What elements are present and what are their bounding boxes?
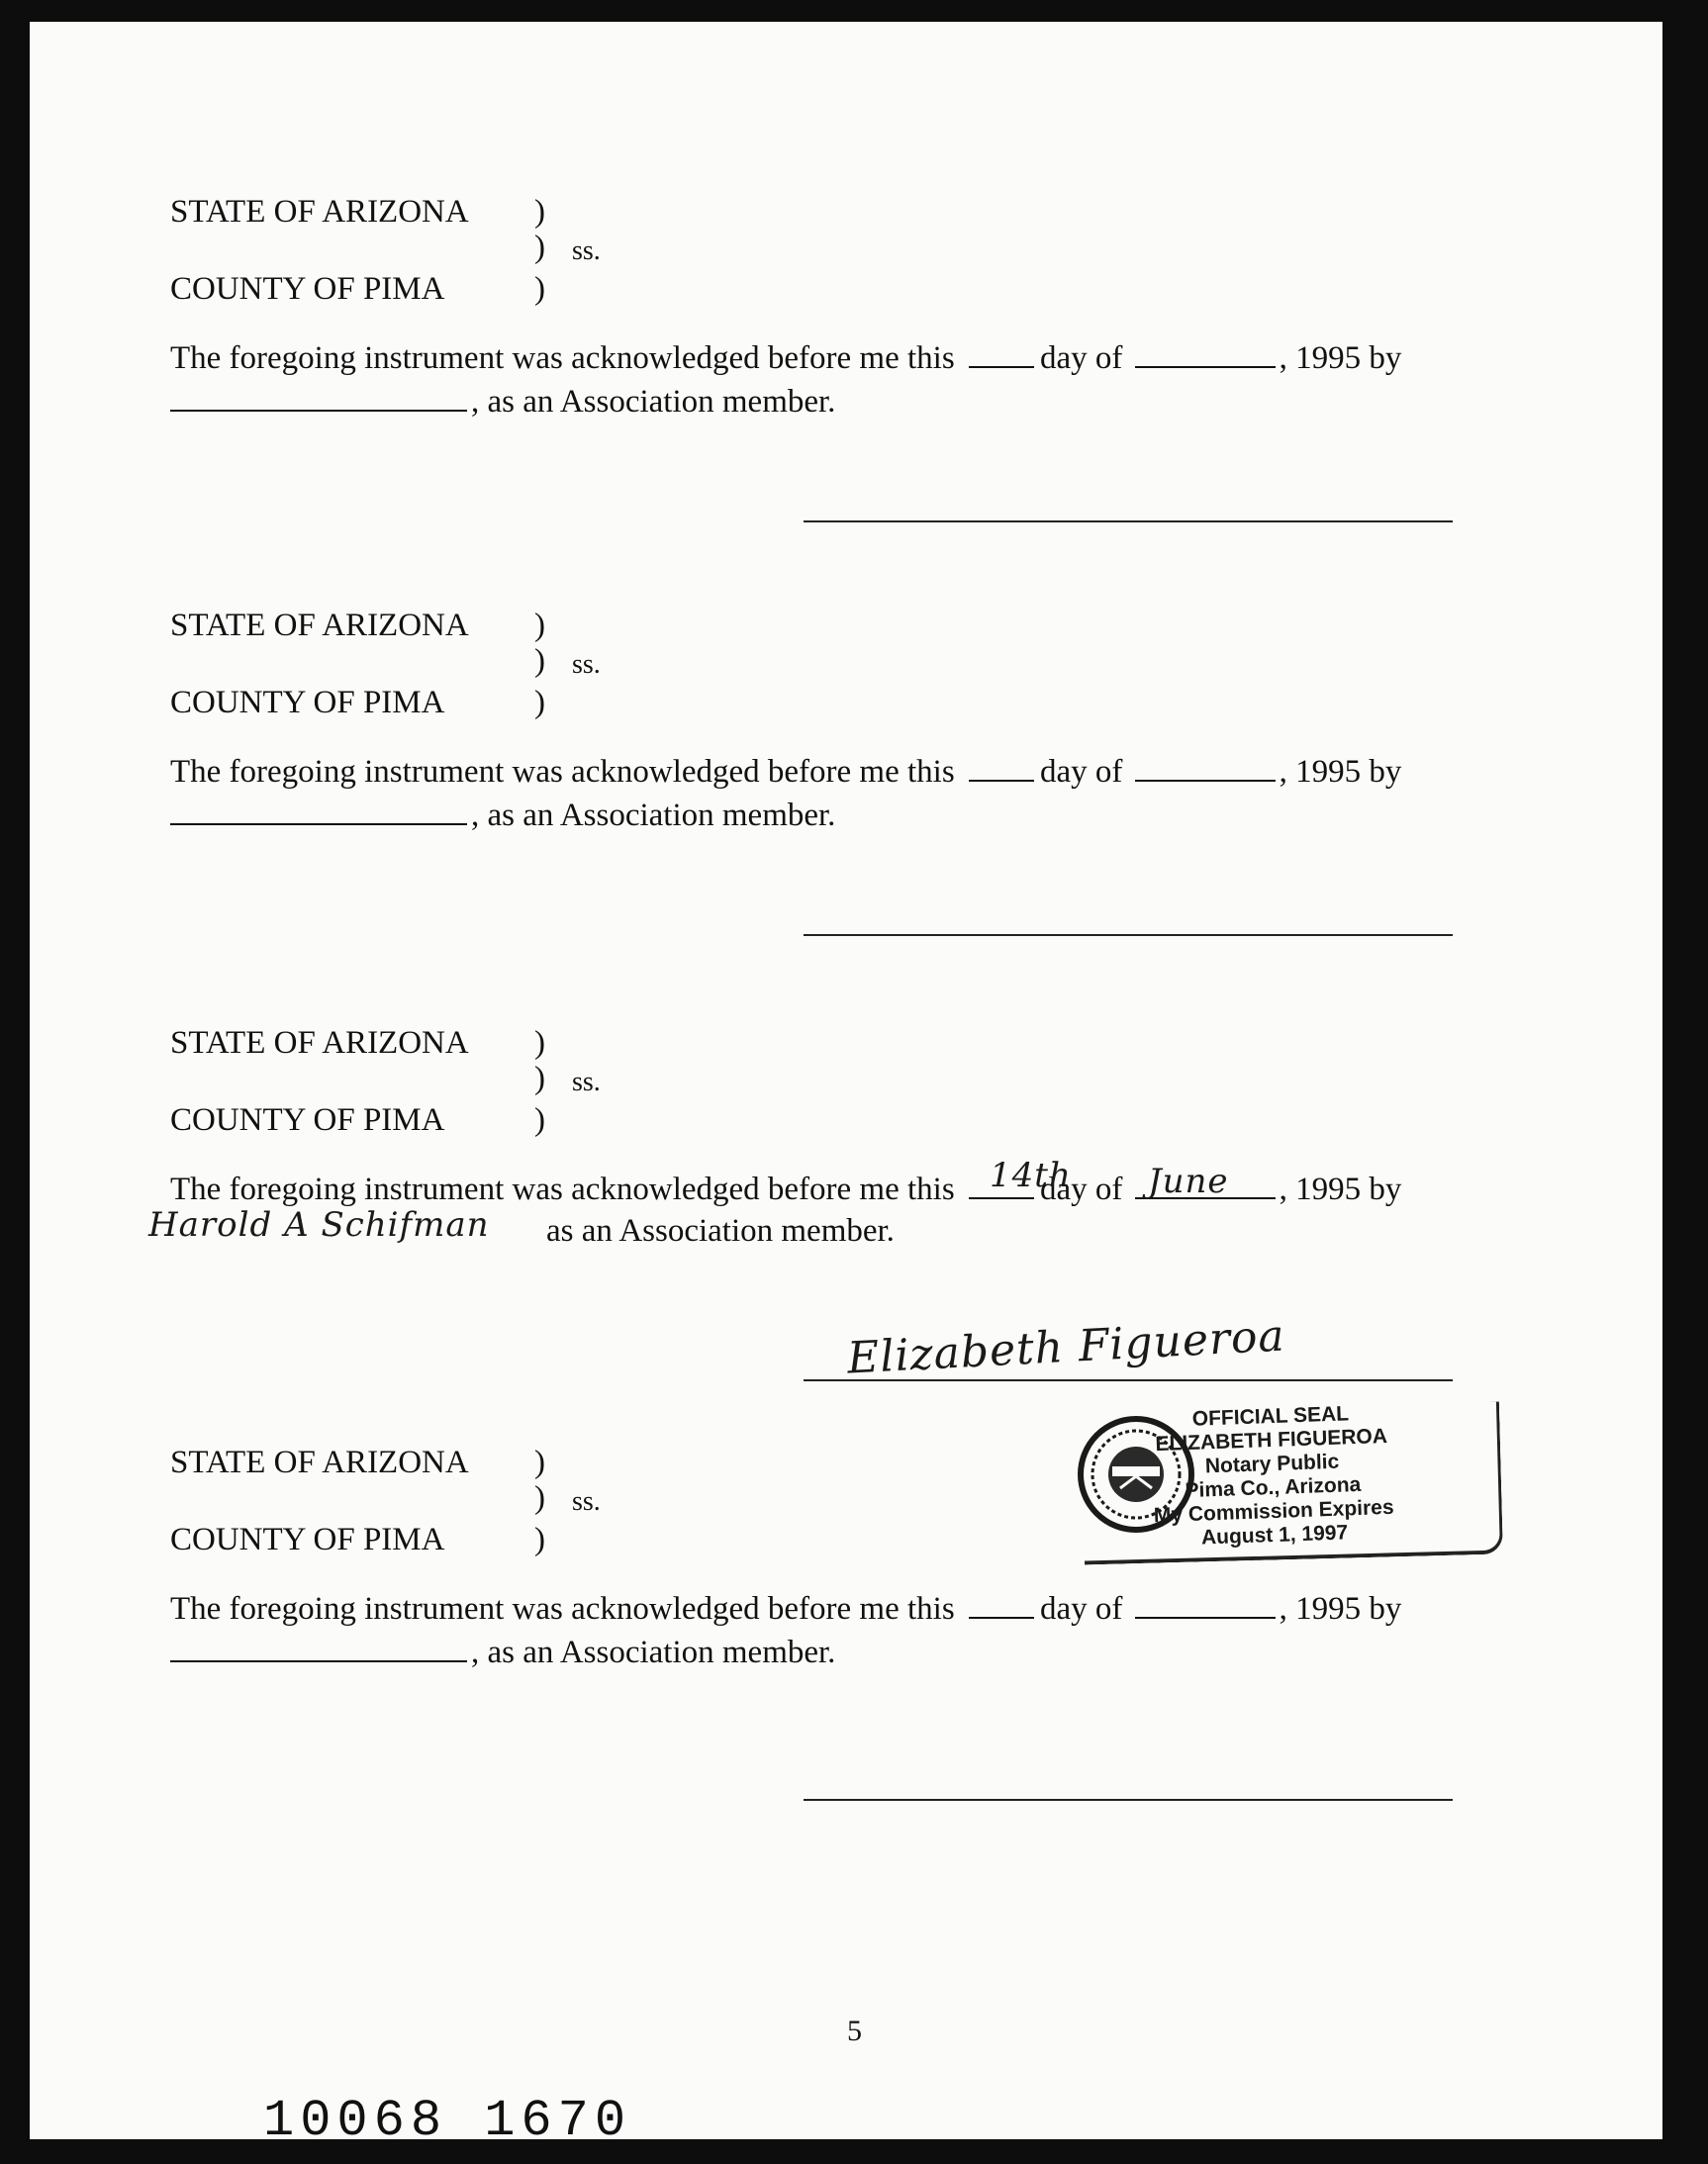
jurat-block-3 <box>148 1025 1496 1441</box>
bracket: ) <box>534 1025 545 1061</box>
county-label: COUNTY OF PIMA <box>170 685 445 720</box>
seal-line: My Commission Expires <box>1153 1495 1394 1528</box>
acknowledgment-line-2 <box>170 382 835 421</box>
acknowledgment-text: The foregoing instrument was acknowledged before me this <box>170 1591 955 1627</box>
county-label: COUNTY OF PIMA <box>170 271 445 307</box>
year-by-text: , 1995 by <box>1279 1172 1402 1207</box>
acknowledgment-line <box>170 1589 1401 1628</box>
acknowledgment-text: The foregoing instrument was acknowledged before me this <box>170 754 955 790</box>
year-by-text: , 1995 by <box>1279 1591 1402 1627</box>
jurat-block-2 <box>170 608 1496 1023</box>
venue-mark: ss. <box>572 1067 601 1097</box>
bracket: ) <box>534 1522 545 1557</box>
seal-line: OFFICIAL SEAL <box>1191 1402 1350 1431</box>
acknowledgment-line <box>170 338 1401 377</box>
member-text: , as an Association member. <box>471 384 836 420</box>
state-label: STATE OF ARIZONA <box>170 194 469 230</box>
month-blank[interactable] <box>1135 752 1276 782</box>
notary-signature-line[interactable] <box>804 1799 1453 1801</box>
venue-mark: ss. <box>572 649 601 680</box>
acknowledgment-line <box>170 752 1401 791</box>
member-name-blank[interactable] <box>170 1633 467 1662</box>
state-label: STATE OF ARIZONA <box>170 608 469 643</box>
member-name-blank[interactable] <box>170 796 467 825</box>
acknowledgment-text: The foregoing instrument was acknowledged before me this <box>170 1172 955 1207</box>
bracket: ) <box>534 608 545 643</box>
jurat-block-1 <box>170 194 1496 610</box>
notary-signature-line[interactable] <box>804 520 1453 522</box>
day-blank[interactable] <box>969 1589 1034 1619</box>
handwritten-month: June <box>1148 1162 1229 1201</box>
day-blank[interactable] <box>969 338 1034 368</box>
seal-line: August 1, 1997 <box>1200 1521 1349 1550</box>
day-of-text: day of <box>1039 1591 1123 1627</box>
seal-line: ELIZABETH FIGUEROA <box>1155 1424 1388 1457</box>
acknowledgment-line-2 <box>170 1633 835 1671</box>
member-name-blank[interactable] <box>170 382 467 412</box>
month-blank[interactable] <box>1135 338 1276 368</box>
handwritten-day: 14th <box>990 1156 1072 1195</box>
year-by-text: , 1995 by <box>1279 754 1402 790</box>
acknowledgment-line-2 <box>170 796 835 834</box>
bracket: ) <box>534 643 545 679</box>
seal-line: Notary Public <box>1204 1450 1340 1478</box>
bracket: ) <box>534 271 545 307</box>
bracket: ) <box>534 230 545 265</box>
venue-mark: ss. <box>572 1486 601 1517</box>
acknowledgment-text: The foregoing instrument was acknowledged before me this <box>170 340 955 376</box>
day-blank[interactable] <box>969 752 1034 782</box>
month-blank[interactable] <box>1135 1589 1276 1619</box>
member-text: as an Association member. <box>546 1213 895 1249</box>
day-of-text: day of <box>1039 340 1123 376</box>
member-text: , as an Association member. <box>471 1635 836 1670</box>
notary-signature-line[interactable] <box>804 934 1453 936</box>
jurat-block-4 <box>170 1445 1496 1860</box>
state-label: STATE OF ARIZONA <box>170 1025 469 1061</box>
county-label: COUNTY OF PIMA <box>170 1522 445 1557</box>
document-id: 10068 1670 <box>263 2092 632 2150</box>
bracket: ) <box>534 194 545 230</box>
notary-signature: Elizabeth Figueroa <box>845 1310 1286 1384</box>
venue-mark: ss. <box>572 235 601 266</box>
notary-signature-line[interactable] <box>804 1379 1453 1381</box>
state-label: STATE OF ARIZONA <box>170 1445 469 1480</box>
handwritten-member-name: Harold A Schifman <box>148 1205 490 1245</box>
bracket: ) <box>534 1061 545 1096</box>
bracket: ) <box>534 1102 545 1138</box>
day-of-text: day of <box>1039 754 1123 790</box>
bracket: ) <box>534 685 545 720</box>
bracket: ) <box>534 1445 545 1480</box>
day-of-text: day of <box>1039 1172 1123 1207</box>
page-number: 5 <box>847 2015 862 2047</box>
bracket: ) <box>534 1480 545 1516</box>
seal-line: Pima Co., Arizona <box>1185 1472 1362 1503</box>
county-label: COUNTY OF PIMA <box>170 1102 445 1138</box>
year-by-text: , 1995 by <box>1279 340 1402 376</box>
member-text: , as an Association member. <box>471 798 836 833</box>
